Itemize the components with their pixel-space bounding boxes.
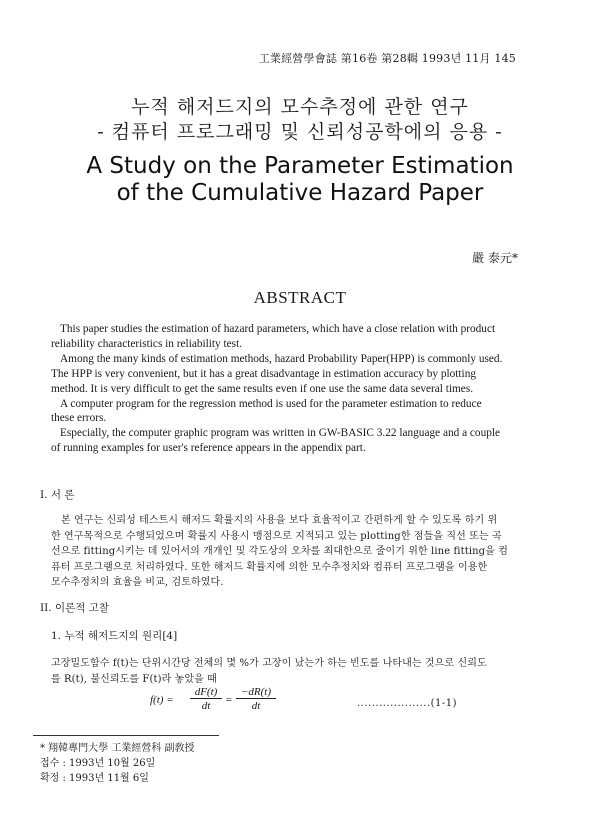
body-line: 한 연구목적으로 수행되었으며 확률지 사용시 맹점으로 지적되고 있는 plotting한 점들을 직선 또는 곡 bbox=[51, 530, 502, 542]
abstract-body bbox=[51, 322, 561, 456]
equation-numerator-2: −dR(t) bbox=[236, 686, 276, 699]
abstract-line: of running examples for user's reference appears in the appendix part. bbox=[51, 442, 366, 455]
abstract-line: Especially, the computer graphic program was written in GW-BASIC 3.22 language and a couple bbox=[60, 427, 501, 440]
footnote-divider bbox=[33, 735, 219, 736]
equation-denominator-2: dt bbox=[251, 700, 261, 712]
body-line: 본 연구는 신뢰성 테스트시 해저드 확률지의 사용을 보다 효율적이고 간편하게 할 수 있도록 하기 위 bbox=[61, 515, 498, 526]
abstract-heading: ABSTRACT bbox=[253, 288, 347, 307]
theory-body bbox=[51, 656, 561, 687]
body-line: 모수추정치의 효율을 비교, 검토하였다. bbox=[51, 577, 224, 589]
korean-title-line2: - 컴퓨터 프로그래밍 및 신뢰성공학에의 응용 - bbox=[97, 121, 503, 143]
section-heading-theory: II. 이론적 고찰 bbox=[40, 602, 110, 614]
body-line: 를 R(t), 불신뢰도를 F(t)라 놓았을 때 bbox=[51, 673, 217, 685]
equation-equals: = bbox=[225, 694, 233, 706]
running-header: 工業經營學會誌 第16卷 第28輯 1993년 11月 145 bbox=[258, 52, 516, 65]
equation-number: ....................(1-1) bbox=[357, 698, 457, 709]
body-line: 선으로 fitting시키는 데 있어서의 개개인 및 각도상의 오차를 최대한으로 줄이기 위한 line fitting을 컴 bbox=[51, 546, 508, 558]
introduction-body bbox=[51, 513, 561, 591]
english-title-line1: A Study on the Parameter Estimation bbox=[86, 153, 514, 179]
section-heading-introduction: I. 서 론 bbox=[40, 489, 75, 501]
abstract-line: these errors. bbox=[51, 412, 107, 425]
korean-title-line1: 누적 해저드지의 모수추정에 관한 연구 bbox=[131, 96, 469, 118]
subsection-heading: 1. 누적 해저드지의 원리[4] bbox=[51, 630, 178, 642]
footnote-accepted-date: 확정 : 1993년 11월 6일 bbox=[40, 773, 149, 784]
equation-lhs: f(t) = bbox=[150, 694, 174, 706]
english-title-line2: of the Cumulative Hazard Paper bbox=[116, 180, 484, 206]
body-line: 고장밀도함수 f(t)는 단위시간당 전체의 몇 %가 고장이 났는가 하는 빈도를 나타내는 것으로 신뢰도 bbox=[51, 658, 487, 669]
abstract-line: A computer program for the regression method is used for the parameter estimation to reduce bbox=[60, 397, 482, 410]
equation-numerator-1: dF(t) bbox=[190, 686, 222, 699]
abstract-line: This paper studies the estimation of hazard parameters, which have a close relation with product bbox=[60, 323, 496, 335]
equation-denominator-1: dt bbox=[201, 700, 211, 712]
author-name: 嚴 泰元* bbox=[472, 251, 518, 265]
body-line: 퓨터 프로그램으로 처리하였다. 또한 해저드 확률지에 의한 모수추정치와 컴퓨터 프로그램을 이용한 bbox=[51, 561, 488, 573]
abstract-line: method. It is very difficult to get the same results even if one use the same data several times. bbox=[51, 382, 474, 395]
footnote-received-date: 접수 : 1993년 10월 26일 bbox=[40, 758, 156, 769]
abstract-line: reliability characteristics in reliability test. bbox=[51, 337, 243, 350]
abstract-line: Among the many kinds of estimation methods, hazard Probability Paper(HPP) is commonly used. bbox=[60, 352, 503, 365]
footnote-affiliation: * 翔韓專門大學 工業經營科 副敎授 bbox=[40, 743, 195, 754]
abstract-line: The HPP is very convenient, but it has a great disadvantage in estimation accuracy by plotting bbox=[51, 367, 476, 380]
